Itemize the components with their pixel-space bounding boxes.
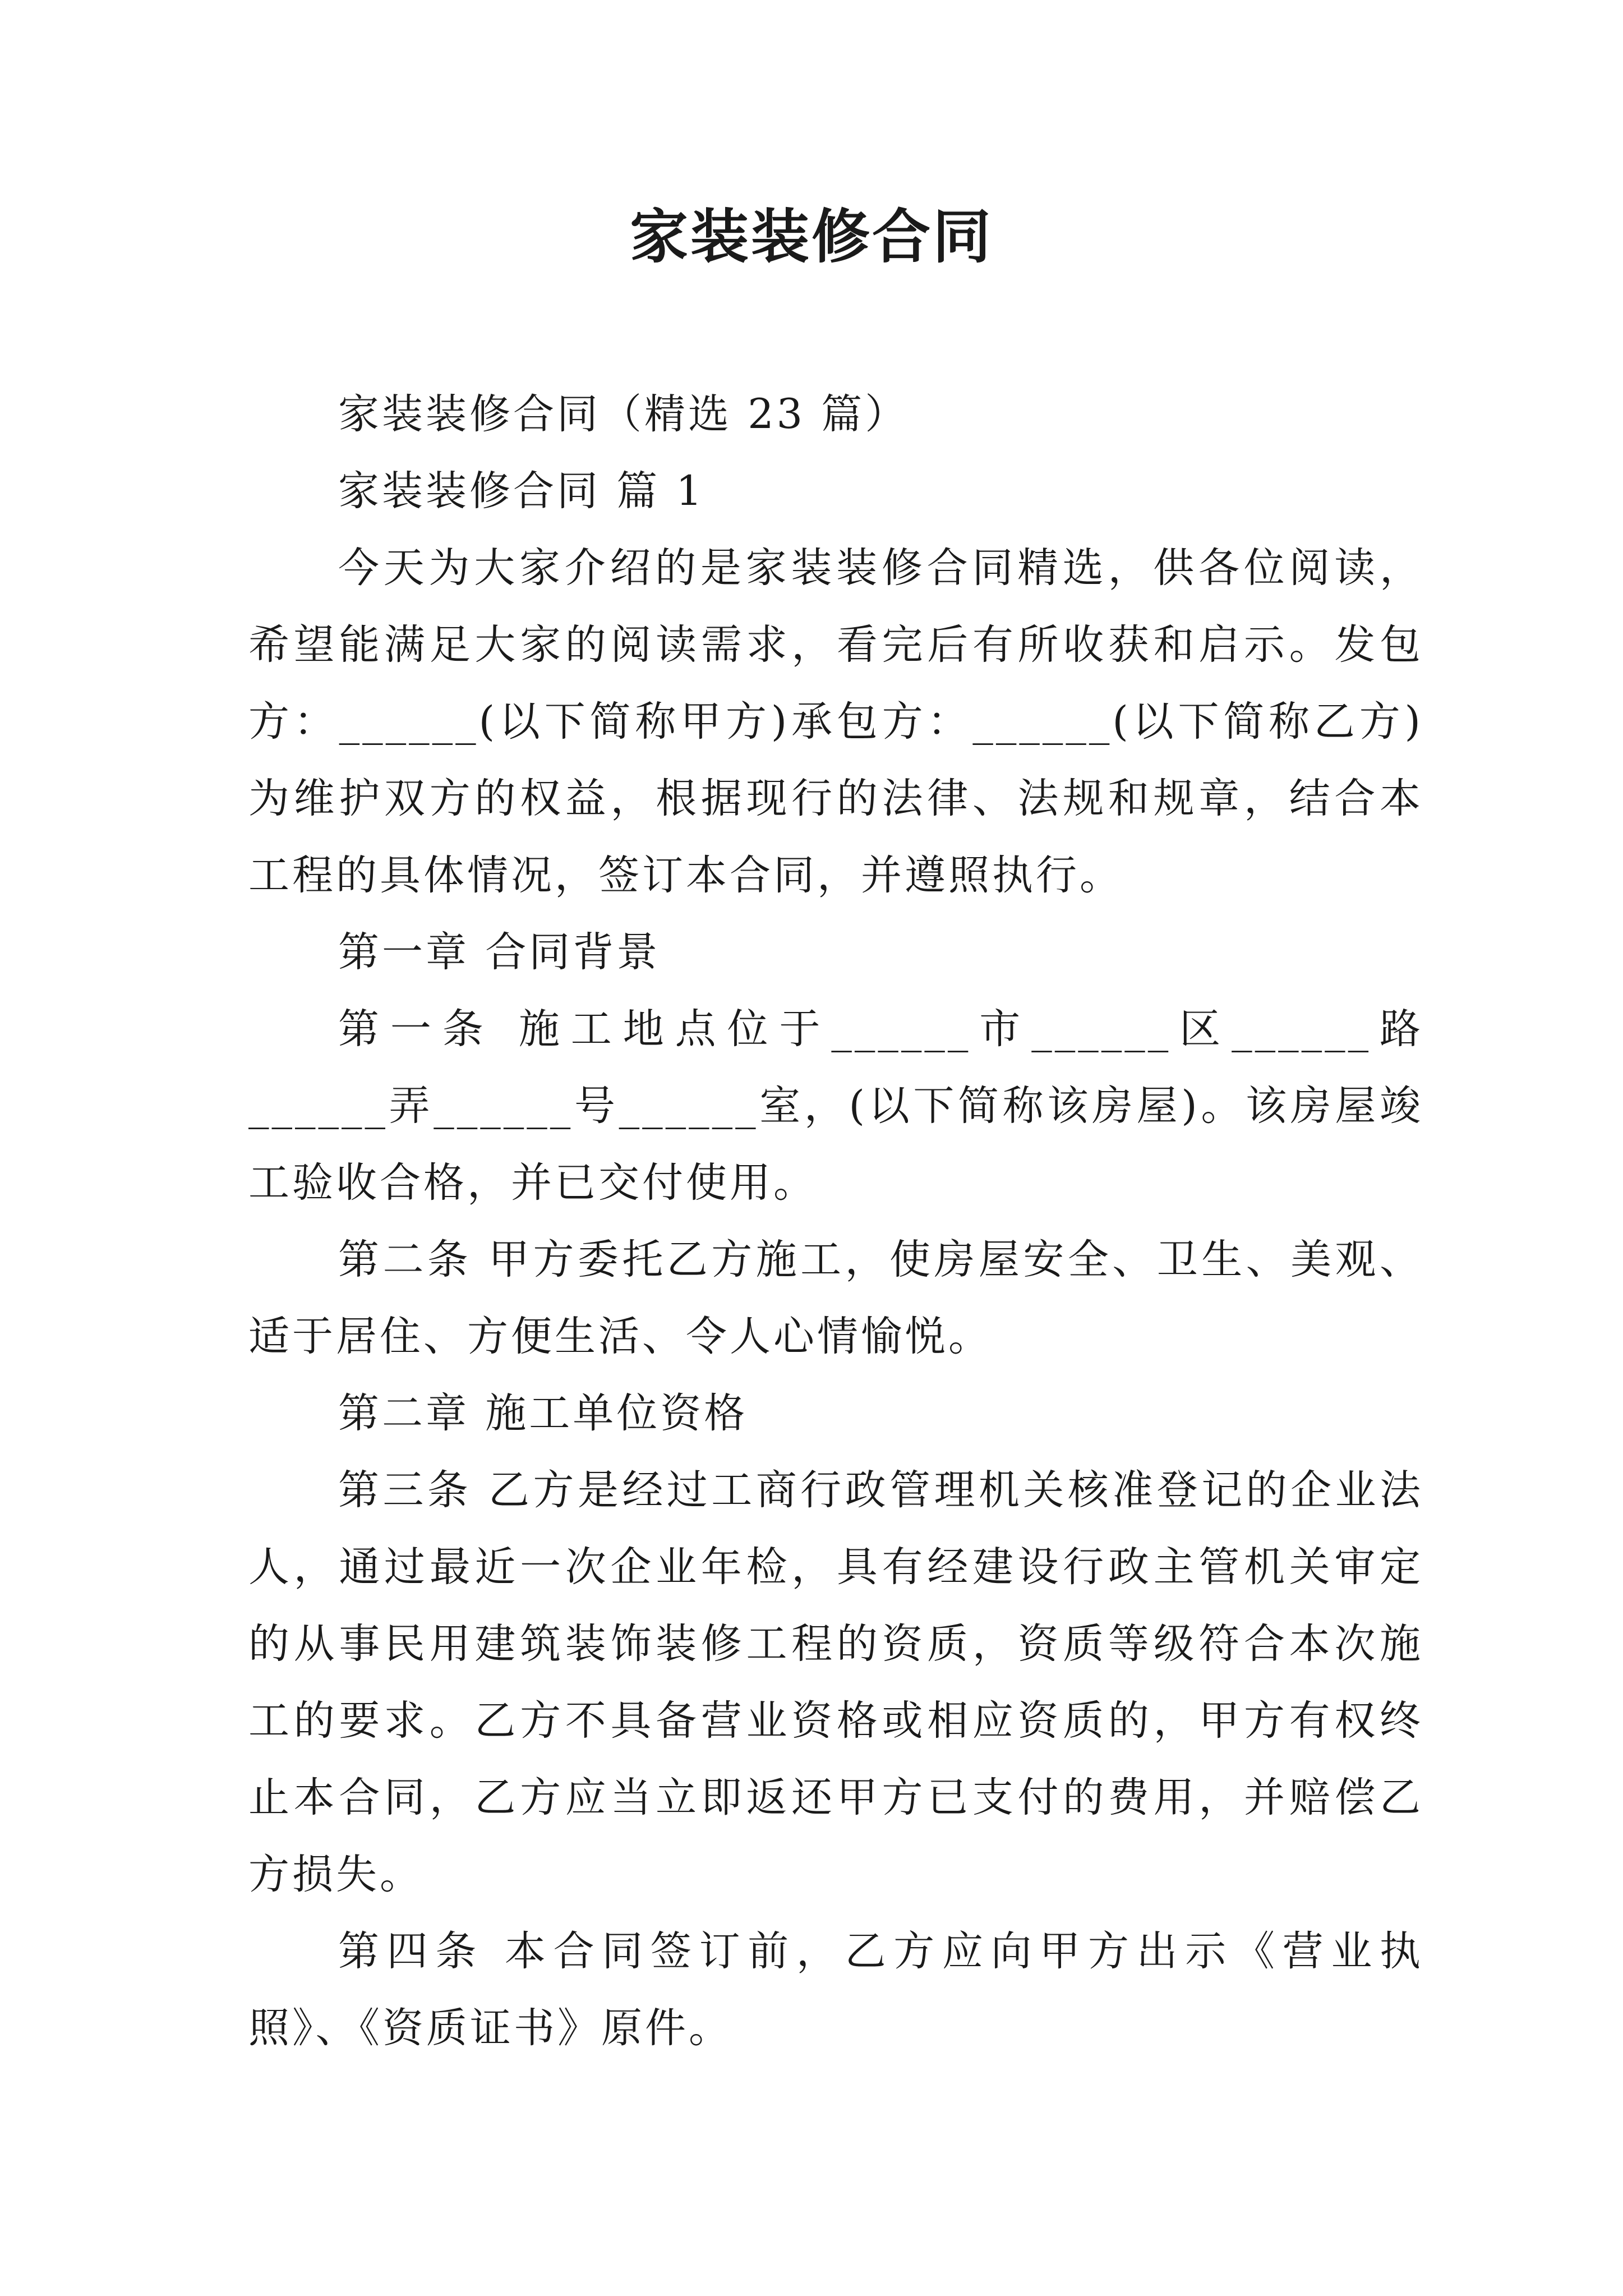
article-2: 第二条 甲方委托乙方施工，使房屋安全、卫生、美观、适于居住、方便生活、令人心情愉悦。 [248,1236,1423,1360]
paragraph-subtitle: 家装装修合同（精选 23 篇） [338,390,909,438]
article-1: 第一条 施工地点位于______市______区______路______弄______号______室，(以下简称该房屋)。该房屋竣工验收合格，并已交付使用。 [248,1005,1423,1207]
chapter-heading-1: 第一章 合同背景 [338,928,661,976]
chapter-heading-2: 第二章 施工单位资格 [338,1389,748,1437]
document-title: 家装装修合同 [629,203,993,271]
article-4: 第四条 本合同签订前，乙方应向甲方出示《营业执照》、《资质证书》原件。 [248,1927,1423,2052]
article-3: 第三条 乙方是经过工商行政管理机关核准登记的企业法人，通过最近一次企业年检，具有经建设行政主管机关审定的从事民用建筑装饰装修工程的资质，资质等级符合本次施工的要求。乙方不具备营业资格或相应资质的，甲方有权终止本合同，乙方应当立即返还甲方已支付的费用，并赔偿乙方损失。 [248,1466,1423,1898]
document-body [248,376,1423,2067]
paragraph-section-heading: 家装装修合同 篇 1 [338,467,705,515]
paragraph-intro: 今天为大家介绍的是家装装修合同精选，供各位阅读，希望能满足大家的阅读需求，看完后有所收获和启示。发包方：______(以下简称甲方)承包方：______(以下简称乙方)为维护双方的权益，根据现行的法律、法规和规章，结合本工程的具体情况，签订本合同，并遵照执行。 [248,544,1423,899]
